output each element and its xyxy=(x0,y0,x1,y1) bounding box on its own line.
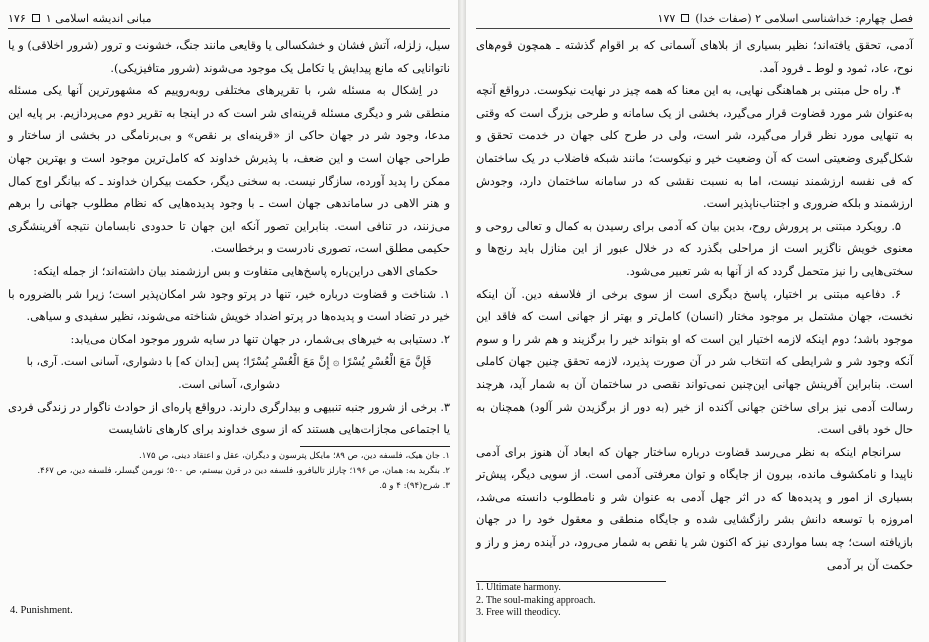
footnote-latin: 4. Punishment. xyxy=(10,605,73,616)
list-item: ۳. برخی از شرور جنبه تنبیهی و بیدارگری دارند. درواقع پاره‌ای از حوادث ناگوار در زندگی فردی یا اجتماعی مجازات‌هایی هستند که از سوی خداوند برای کارهای ناشایست xyxy=(8,400,450,437)
paragraph: ۴. راه حل مبتنی بر هماهنگی نهایی، به این معنا که همه چیز در نهایت نیکوست. درواقع آنچه به‌عنوان شر مورد قضاوت قرار می‌گیرد، بخشی از یک سامانه و طرحی بزرگ است که وقتی به تنهایی مورد نظر قرار می‌گیرد، شر است، ولی در طرح کلی جهان در خدمت تحقق و شکل‌گیری وضعیتی است که آن وضعیت خیر و نیکوست؛ مانند شبکه فاضلاب در یک ساختمان که فی نفسه ارزشمند نیست، اما به نسبت نقشی که در سامانه ساختمان دارد، وجودش ارزشمند و بلکه ضروری و اجتناب‌ناپذیر است. xyxy=(476,84,913,211)
left-header-title: مبانی اندیشه اسلامی ۱ xyxy=(45,11,152,25)
paragraph: سیل، زلزله، آتش فشان و خشکسالی یا وقایعی مانند جنگ، خشونت و ترور (شرور اخلاقی) و یا ناتوانایی که مانع پیدایش یا تکامل یک موجود می‌شوند (شرور متافیزیکی). xyxy=(8,39,450,75)
left-page xyxy=(0,0,458,642)
quran-quote: فَإِنَّ مَعَ الْعُسْرِ یُسْرًا ۞ إِنَّ مَعَ الْعُسْرِ یُسْرًا؛ پس [بدان که] با دشواری، آسانی است. آری، با دشواری، آسانی است. xyxy=(26,355,432,391)
right-page xyxy=(466,0,929,642)
right-header-title: فصل چهارم: خداشناسی اسلامی ۲ (صفات خدا) xyxy=(695,11,913,25)
right-page-header xyxy=(476,10,913,29)
right-body-text xyxy=(476,35,913,577)
list-item: ۱. شناخت و قضاوت درباره خیر، تنها در پرتو وجود شر امکان‌پذیر است؛ زیرا شر بالضروره با خیر در تضاد است و پدیده‌ها در پرتو اضداد خویش شناخته می‌شوند، نظیر سفیدی و سیاهی. xyxy=(8,287,450,324)
paragraph: آدمی، تحقق یافته‌اند؛ نظیر بسیاری از بلاهای آسمانی که بر اقوام گذشته ـ همچون قوم‌های نوح، عاد، ثمود و لوط ـ فرود آمد. xyxy=(476,39,913,75)
paragraph: حکمای الاهی دراین‌باره پاسخ‌هایی متفاوت و بس ارزشمند بیان داشته‌اند؛ از جمله اینکه: xyxy=(33,264,438,278)
book-gutter xyxy=(458,0,466,642)
right-page-number: ۱۷۷ xyxy=(657,11,676,25)
footnote: ۳. شرح(۹۴): ۴ و ۵. xyxy=(379,480,450,491)
paragraph: سرانجام اینکه به نظر می‌رسد قضاوت درباره ساختار جهان که ابعاد آن هنوز برای آدمی ناپیدا و نامکشوف مانده، بیرون از جایگاه و توان معرفتی آدمی است. از سویی دیگر، پیش‌تر بسیاری از امور و پدیده‌ها که در اثر جهل آدمی به عنوان شر و نامطلوب دانسته می‌شد، امروزه با توسعه دانش بشر رازگشایی شده و جایگاه منطقی و معقول خود را در جهان بازیافته است؛ چه بسا مواردی نیز که اکنون شر یا نقص به شمار می‌رود، در آینده رمز و راز و حکمت آن بر آدمی xyxy=(476,445,913,572)
left-footnotes xyxy=(8,449,450,494)
header-square-icon xyxy=(681,14,689,22)
list-item: ۲. دستیابی به خیرهای بی‌شمار، در جهان تنها در سایه شرور موجود امکان می‌یابد: xyxy=(70,332,450,346)
footnote-divider xyxy=(300,446,450,447)
footnote: 1. Ultimate harmony. xyxy=(476,582,561,594)
footnote: ۱. جان هیک، فلسفه دین، ص ۸۹؛ مایکل پترسون و دیگران، عقل و اعتقاد دینی، ص ۱۷۵. xyxy=(138,450,450,461)
footnote: ۲. بنگرید به: همان، ص ۱۹۶؛ چارلز تالیافرو، فلسفه دین در قرن بیستم، ص ۵۰۰؛ نورمن گیسلر، فلسفه دین، ص ۴۶۷. xyxy=(37,465,450,476)
paragraph: در اِشکال به مسئله شر، با تقریرهای مختلفی روبه‌روییم که مشهورترین آنها یکی مسئله منطقی شر و دیگری مسئله قرینه‌ای شر است که در اینجا به تقریر دوم می‌پردازیم. بر پایه این مدعا، وجود شر در جهان حاکی از «قرینه‌ای بر نقص» و بی‌برنامگی در بخشی از ساختار و طراحی جهان است و این ضعف، با پذیرش خداوند که کامل‌ترین موجود است و بهترین جهان ممکن را پدید آورده، سازگار نیست. به سخنی دیگر، حکمت بیکران خداوند ـ که بیانگر اوج کمال و هنر الاهی در ساماندهی جهان است ـ با وجود پدیده‌هایی که نظام مطلوب جهانی را برهم می‌زنند، در تنافی است. بنابراین تصور آنکه این جهان تا حدودی نابسامان نتیجه آفرینشگری حکیمی مطلق است، تصوری نادرست و برخطاست. xyxy=(8,84,450,256)
paragraph: ۵. رویکرد مبتنی بر پرورش روح، بدین بیان که آدمی برای رسیدن به کمال و تعالی روحی و معنوی خویش ناگزیر است از مراحلی بگذرد که در خلال عبور از این منازل باید رنج‌ها و سختی‌هایی را نیز متحمل گردد که از آنها به شر تعبیر می‌شود. xyxy=(476,219,913,278)
left-body-text xyxy=(8,35,450,442)
right-footnotes xyxy=(476,582,913,620)
left-page-number: ۱۷۶ xyxy=(8,11,26,25)
header-square-icon xyxy=(32,14,40,22)
left-page-header xyxy=(8,10,450,29)
footnote: 3. Free will theodicy. xyxy=(476,607,561,619)
footnote: 2. The soul-making approach. xyxy=(476,594,596,606)
paragraph: ۶. دفاعیه مبتنی بر اختیار، پاسخ دیگری است از سوی برخی از فلاسفه دین. آن اینکه نخست، جهان مشتمل بر موجود مختار (انسان) کامل‌تر و بهتر از جهانی است که فاقد این موجود باشد؛ دوم اینکه لازمه اختیار این است که او بتواند خیر را برگزیند و هم شر را و سوم آنکه وجود شر و شرایطی که انتخاب شر در آن صورت پذیرد، لازمه تحقق چنین جهان کاملی است. بنابراین آفرینش جهانی این‌چنین نمی‌تواند نقصی در ساختمان آن به شمار آید، هرچند رسالت آدمی نیز برای ساختن جهانی آکنده از خیر (به دور از برگزیدن شر آلود) همچنان به حال خود باقی است. xyxy=(476,287,913,437)
